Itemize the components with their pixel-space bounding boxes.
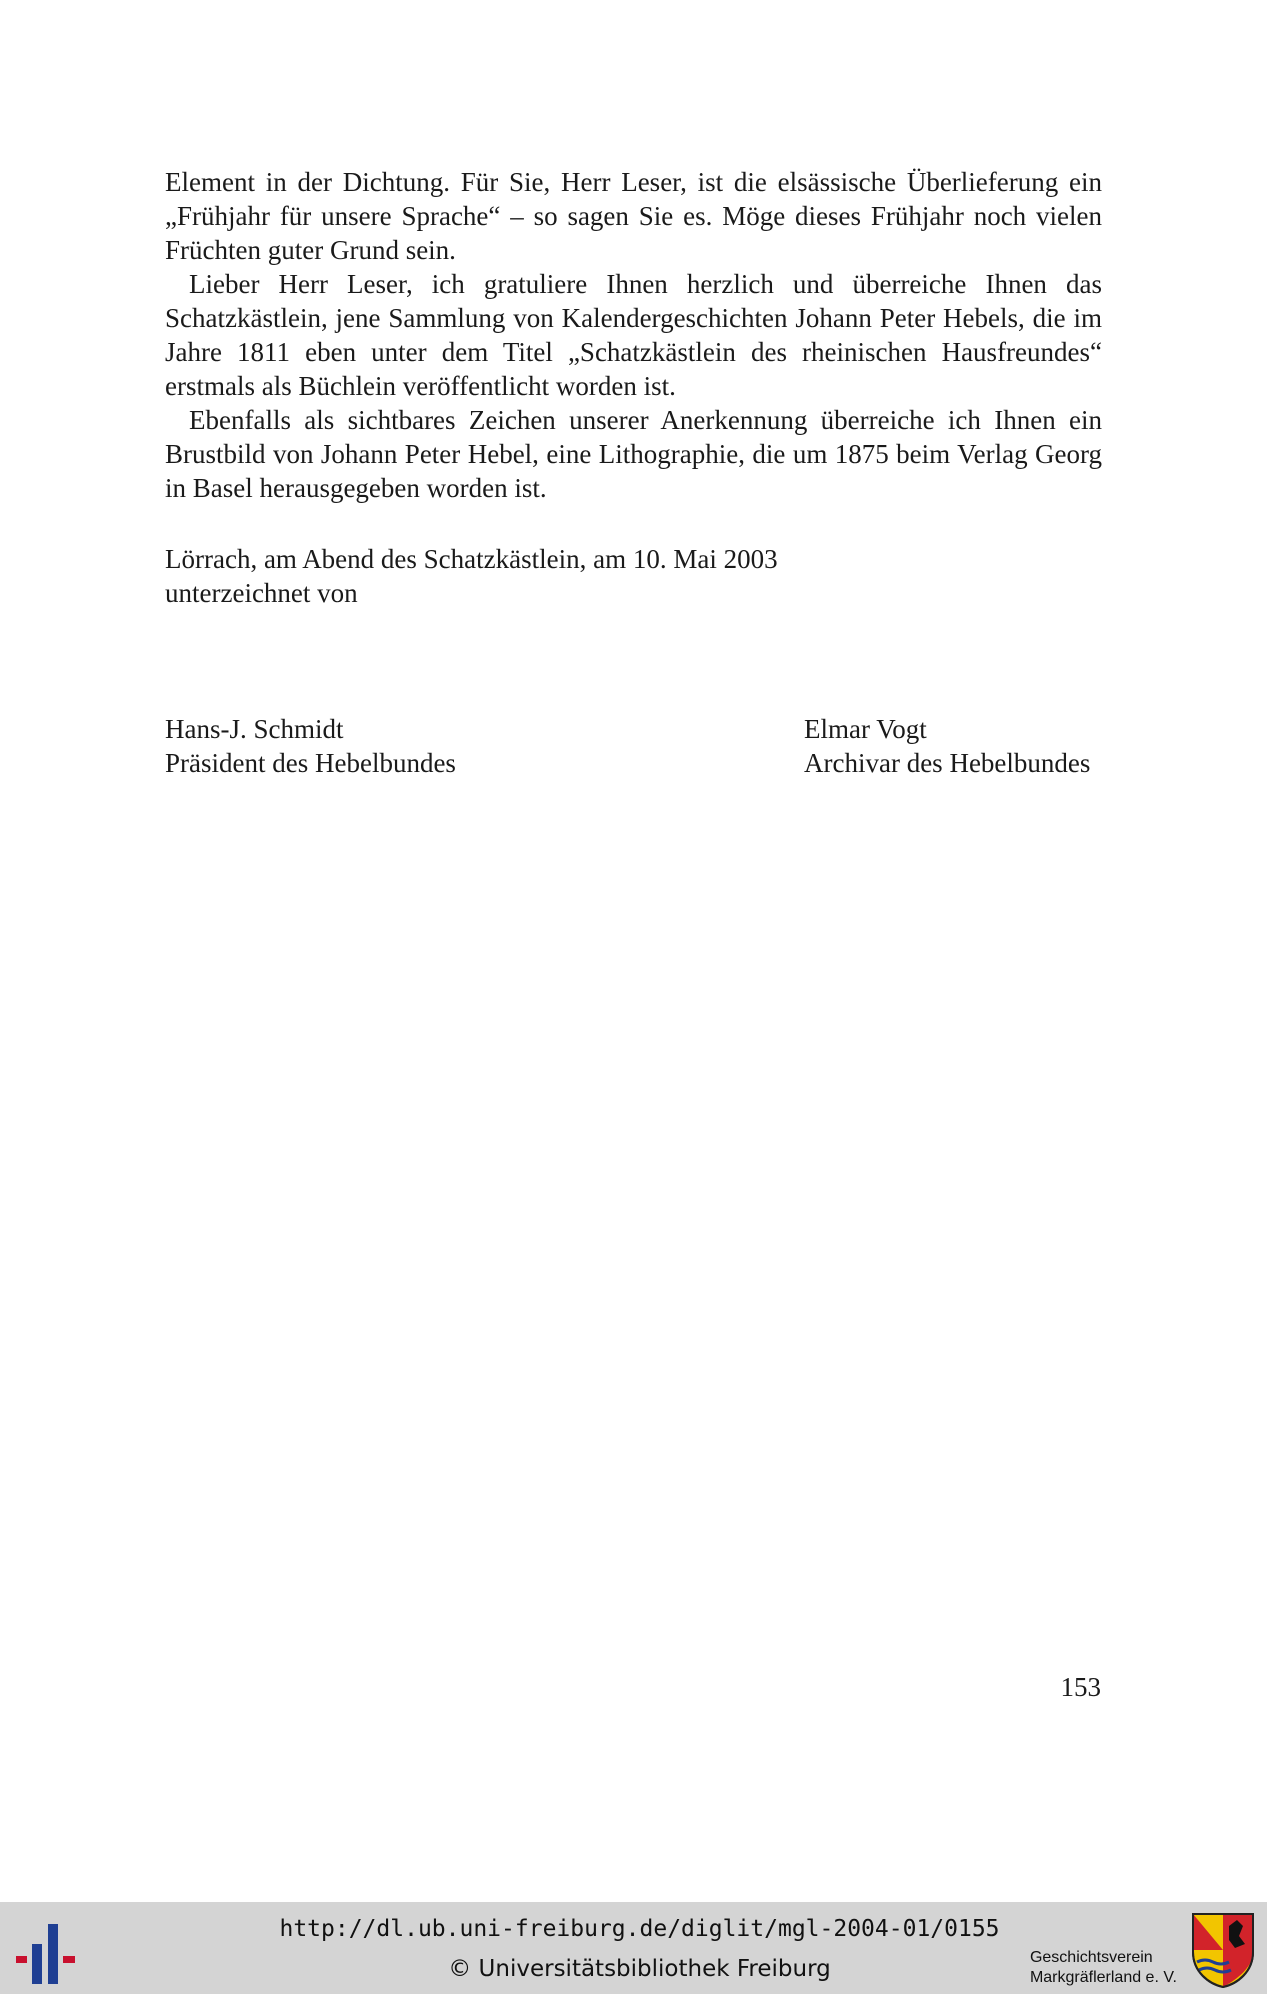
- paragraph-3: Ebenfalls als sichtbares Zeichen unserer Anerkennung überreiche ich Ihnen ein Brustbild von Johann Peter Hebel, eine Lithographie, die um 1875 beim Verlag Georg in Basel herausgegeben worden ist.: [165, 405, 1102, 503]
- copyright-notice: © Universitätsbibliothek Freiburg: [448, 1956, 831, 1982]
- signature-left: [165, 712, 456, 780]
- society-line-2: Markgräflerland e. V.: [1029, 1969, 1177, 1986]
- signer-title: Präsident des Hebelbundes: [165, 748, 456, 778]
- body-text: [165, 165, 1102, 505]
- paragraph-2: Lieber Herr Leser, ich gratuliere Ihnen herzlich und überreiche Ihnen das Schatzkästlein, jene Sammlung von Kalendergeschichten Johann Peter Hebels, die im Jahre 1811 eben unter dem Titel „Schatzkästlein des rheinischen Hausfreundes“ erstmals als Büchlein veröffentlicht worden ist.: [165, 269, 1102, 401]
- signed-by: unterzeichnet von: [165, 578, 358, 608]
- page-number: 153: [1060, 1672, 1101, 1702]
- paragraph-1: Element in der Dichtung. Für Sie, Herr Leser, ist die elsässische Überlieferung ein „Frühjahr für unsere Sprache“ – so sagen Sie es. Möge dieses Frühjahr noch vielen Früchten guter Grund sein.: [165, 167, 1102, 265]
- signer-name: Elmar Vogt: [804, 714, 927, 744]
- coat-of-arms-icon: [1191, 1912, 1255, 1988]
- society-line-1: Geschichtsverein: [1029, 1949, 1153, 1966]
- footer-bar: [0, 1902, 1267, 1994]
- source-url-link[interactable]: http://dl.ub.uni-freiburg.de/diglit/mgl-2004-01/0155: [279, 1916, 1000, 1942]
- society-name: [1030, 1948, 1177, 1988]
- signature-right: [804, 712, 1090, 780]
- signer-name: Hans-J. Schmidt: [165, 714, 344, 744]
- place-date: Lörrach, am Abend des Schatzkästlein, am 10. Mai 2003: [165, 544, 778, 574]
- closing-block: [165, 542, 778, 610]
- signer-title: Archivar des Hebelbundes: [804, 748, 1091, 778]
